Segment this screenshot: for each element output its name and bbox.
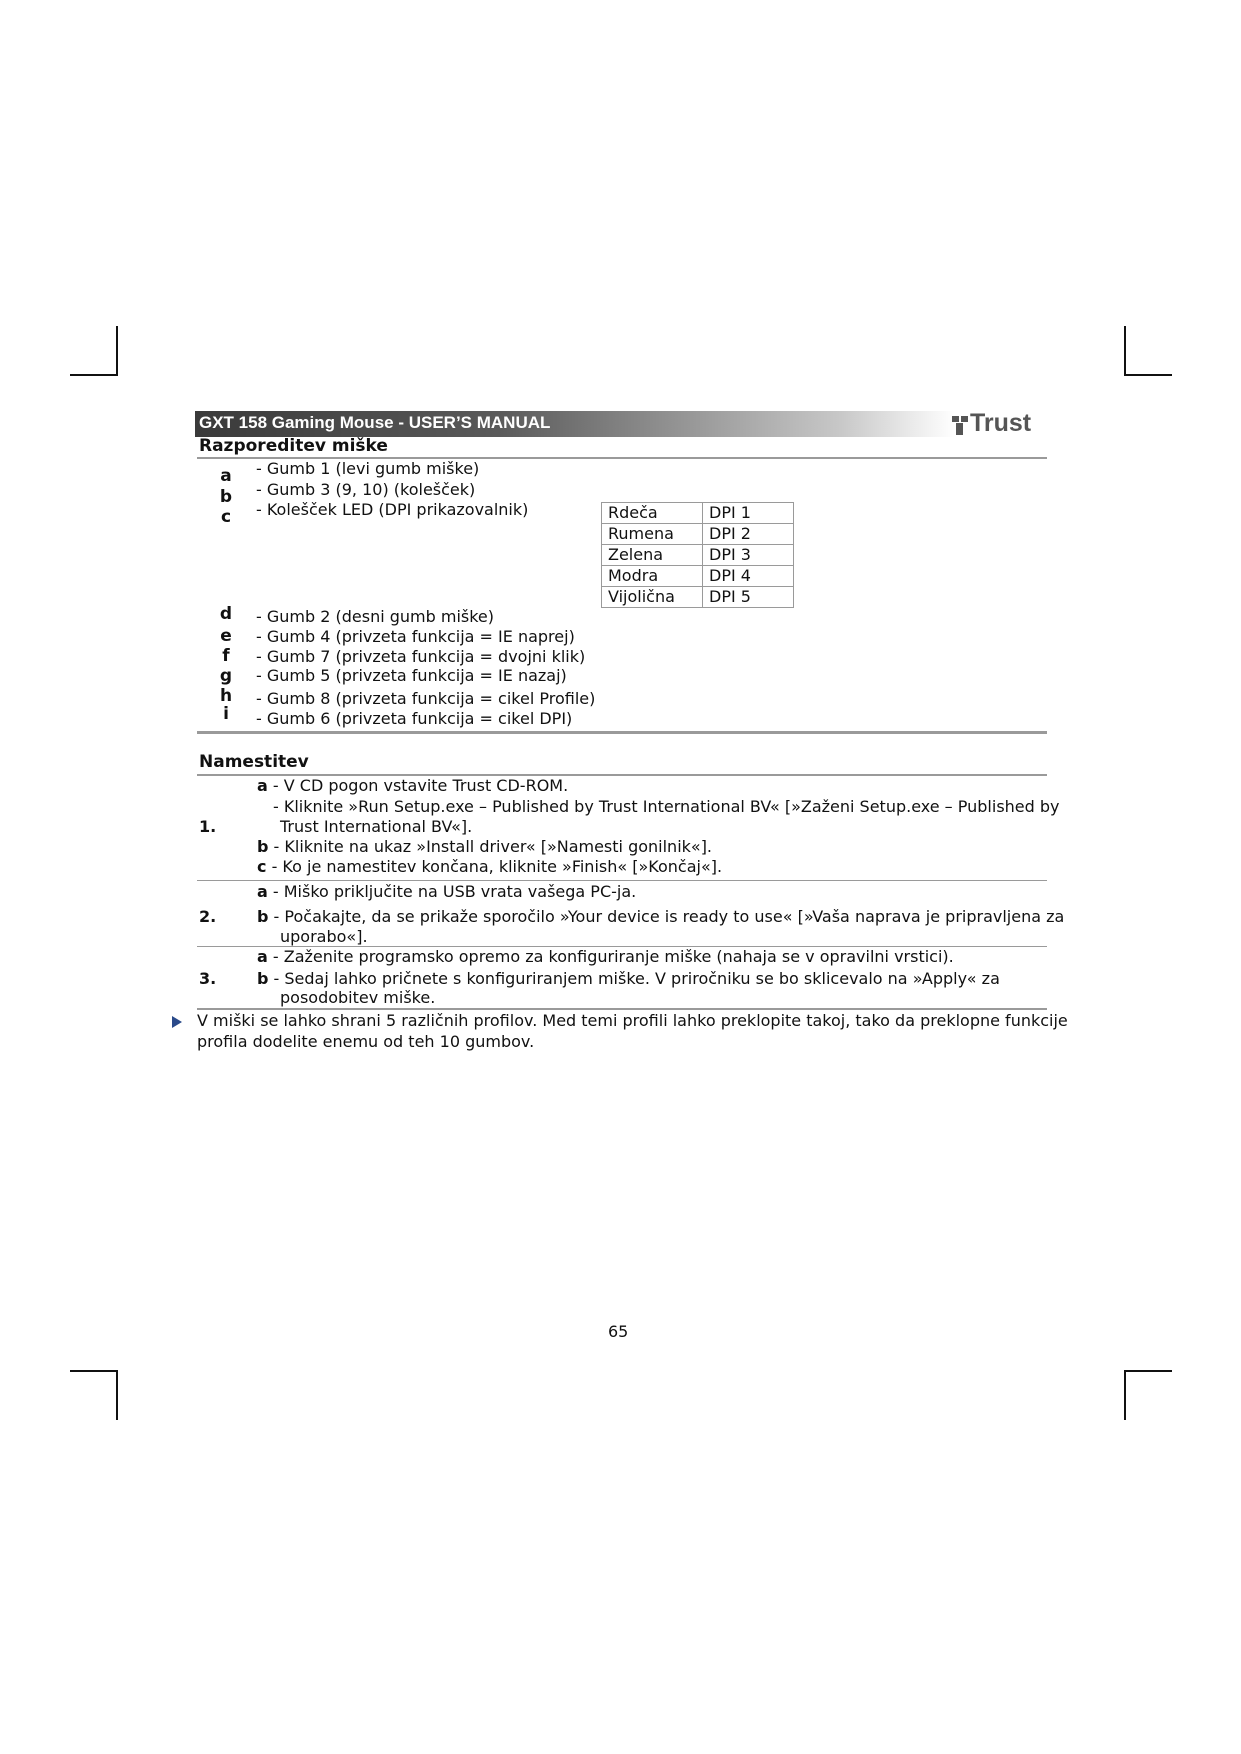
step-line <box>257 907 1064 927</box>
item-text: - Gumb 7 (privzeta funkcija = dvojni klik) <box>256 647 586 666</box>
page-number: 65 <box>608 1322 629 1341</box>
item-text: - Gumb 5 (privzeta funkcija = IE nazaj) <box>256 666 567 685</box>
step-letter: b <box>257 969 269 988</box>
step-text: - Miško priključite na USB vrata vašega PC-ja. <box>267 882 637 901</box>
item-text: - Gumb 2 (desni gumb miške) <box>256 607 495 626</box>
step-letter: c <box>257 857 267 876</box>
step-line <box>257 776 568 796</box>
divider <box>197 1008 1047 1010</box>
table-cell-dpi: DPI 5 <box>703 587 794 608</box>
table-row <box>602 545 794 566</box>
manual-title: GXT 158 Gaming Mouse - USER’S MANUAL <box>199 413 551 432</box>
item-text: - Gumb 1 (levi gumb miške) <box>256 459 480 478</box>
step-letter: a <box>257 947 268 966</box>
step-text: - Zaženite programsko opremo za konfiguriranje miške (nahaja se v opravilni vrstici). <box>267 947 954 966</box>
step-number: 2. <box>199 907 217 926</box>
trust-logo-text: Trust <box>970 409 1032 437</box>
step-line <box>257 969 1000 989</box>
crop-mark-tr-h <box>1124 374 1172 376</box>
item-text: - Gumb 3 (9, 10) (kolešček) <box>256 480 476 499</box>
table-cell-dpi: DPI 3 <box>703 545 794 566</box>
item-text: - Gumb 8 (privzeta funkcija = cikel Profile) <box>256 689 596 708</box>
crop-mark-tl-v <box>116 326 118 376</box>
step-text: posodobitev miške. <box>280 988 436 1007</box>
step-line <box>257 882 636 902</box>
section-title-installation: Namestitev <box>199 752 309 772</box>
step-line <box>257 857 722 877</box>
dpi-color-table <box>601 502 794 608</box>
table-row <box>602 503 794 524</box>
item-label: i <box>223 704 229 724</box>
section-title-layout: Razporeditev miške <box>199 436 388 456</box>
step-text: Trust International BV«]. <box>280 817 473 836</box>
step-number: 1. <box>199 817 217 836</box>
step-text: - Sedaj lahko pričnete s konfiguriranjem miške. V priročniku se bo sklicevalo na »Apply« za <box>268 969 1000 988</box>
divider <box>197 731 1047 734</box>
step-text: - Ko je namestitev končana, kliknite »Finish« [»Končaj«]. <box>266 857 723 876</box>
item-text: - Kolešček LED (DPI prikazovalnik) <box>256 500 529 519</box>
note-text: profila dodelite enemu od teh 10 gumbov. <box>197 1032 535 1051</box>
table-cell-color: Modra <box>602 566 703 587</box>
item-label: f <box>222 646 230 666</box>
crop-mark-br-h <box>1124 1370 1172 1372</box>
step-number: 3. <box>199 969 217 988</box>
table-cell-color: Rumena <box>602 524 703 545</box>
crop-mark-tr-v <box>1124 326 1126 376</box>
play-arrow-icon <box>171 1015 183 1029</box>
crop-mark-bl-v <box>116 1370 118 1420</box>
step-text: - Kliknite »Run Setup.exe – Published by Trust International BV« [»Zaženi Setup.exe – Published by <box>273 797 1060 816</box>
table-row <box>602 587 794 608</box>
item-text: - Gumb 4 (privzeta funkcija = IE naprej) <box>256 627 575 646</box>
item-label: d <box>219 604 233 624</box>
table-row <box>602 566 794 587</box>
step-text: uporabo«]. <box>280 927 368 946</box>
item-label: a <box>220 466 232 486</box>
item-label: h <box>219 686 233 706</box>
item-label: b <box>219 487 233 507</box>
step-letter: a <box>257 882 268 901</box>
note-text: V miški se lahko shrani 5 različnih profilov. Med temi profili lahko preklopite takoj, tako da preklopne funkcije <box>197 1011 1068 1030</box>
item-label: g <box>219 666 233 686</box>
table-cell-color: Vijolična <box>602 587 703 608</box>
step-letter: a <box>257 776 268 795</box>
table-cell-dpi: DPI 1 <box>703 503 794 524</box>
table-cell-dpi: DPI 2 <box>703 524 794 545</box>
crop-mark-br-v <box>1124 1370 1126 1420</box>
step-text: - V CD pogon vstavite Trust CD-ROM. <box>267 776 569 795</box>
step-line <box>257 837 712 857</box>
crop-mark-tl-h <box>70 374 118 376</box>
table-cell-dpi: DPI 4 <box>703 566 794 587</box>
item-label: c <box>220 507 232 527</box>
step-letter: b <box>257 907 269 926</box>
item-label: e <box>220 626 232 646</box>
step-text: - Kliknite na ukaz »Install driver« [»Namesti gonilnik«]. <box>268 837 713 856</box>
crop-mark-bl-h <box>70 1370 118 1372</box>
step-letter: b <box>257 837 269 856</box>
step-line <box>257 947 954 967</box>
table-cell-color: Rdeča <box>602 503 703 524</box>
table-row <box>602 524 794 545</box>
table-cell-color: Zelena <box>602 545 703 566</box>
step-text: - Počakajte, da se prikaže sporočilo »Your device is ready to use« [»Vaša naprava je pripravljena za <box>268 907 1065 926</box>
divider <box>197 880 1047 881</box>
item-text: - Gumb 6 (privzeta funkcija = cikel DPI) <box>256 709 573 728</box>
